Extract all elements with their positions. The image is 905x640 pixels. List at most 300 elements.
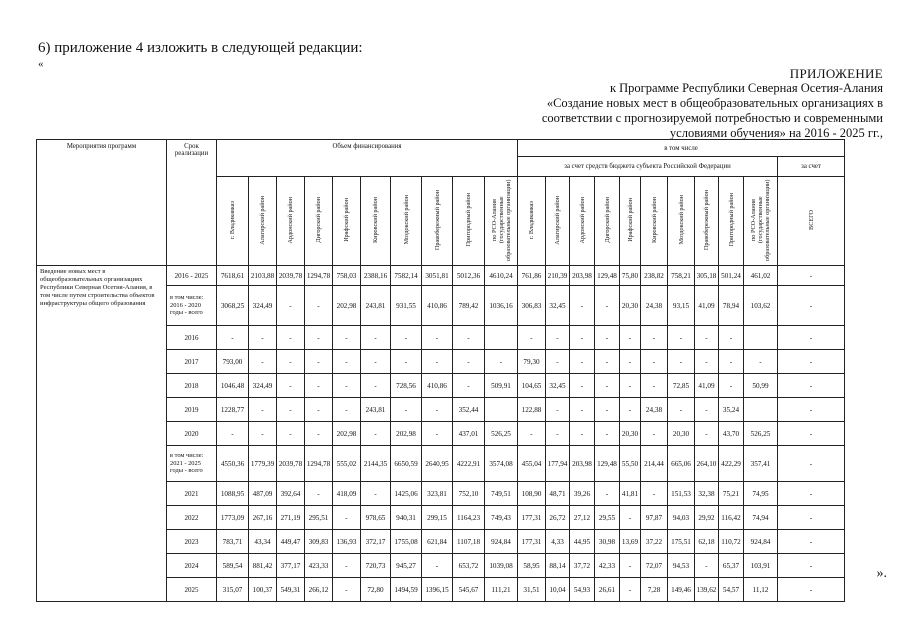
funding-cell: - <box>422 398 453 422</box>
funding-cell: 1755,08 <box>391 530 422 554</box>
doc-heading: 6) приложение 4 изложить в следующей редакции: <box>38 40 363 56</box>
federal-cell: 238,82 <box>641 266 668 286</box>
federal-cell: 129,48 <box>595 266 620 286</box>
funding-cell: 1039,08 <box>485 554 518 578</box>
federal-cell: 74,95 <box>744 482 778 506</box>
federal-cell: 129,48 <box>595 446 620 482</box>
funding-cell: 3051,81 <box>422 266 453 286</box>
total-cell: - <box>778 554 845 578</box>
federal-cell: 94,53 <box>668 554 695 578</box>
funding-cell: 100,37 <box>249 578 277 602</box>
funding-cell: 1396,15 <box>422 578 453 602</box>
funding-cell: 309,83 <box>305 530 333 554</box>
federal-cell: 501,24 <box>719 266 744 286</box>
funding-cell: 43,34 <box>249 530 277 554</box>
funding-cell: - <box>361 422 391 446</box>
column-label: по РСО-Алания (государственные образовательные организации) <box>750 179 771 261</box>
total-cell: - <box>778 422 845 446</box>
column-label: Алагирский район <box>259 195 266 245</box>
federal-cell: - <box>668 398 695 422</box>
federal-cell: - <box>641 482 668 506</box>
federal-cell: 526,25 <box>744 422 778 446</box>
federal-cell: 210,39 <box>546 266 570 286</box>
federal-cell: 50,99 <box>744 374 778 398</box>
funding-cell: 372,17 <box>361 530 391 554</box>
federal-cell: 4,33 <box>546 530 570 554</box>
term-cell: 2019 <box>167 398 217 422</box>
funding-cell: 315,07 <box>217 578 249 602</box>
column-header-federal <box>570 177 595 266</box>
header-term: Срок реализации <box>167 140 217 266</box>
funding-cell: - <box>453 326 485 350</box>
header-other: за счет <box>778 157 845 177</box>
column-label: Ардонский район <box>287 196 294 244</box>
federal-cell: 761,86 <box>518 266 546 286</box>
federal-cell: 97,87 <box>641 506 668 530</box>
funding-cell: - <box>333 506 361 530</box>
column-header-funding <box>217 177 249 266</box>
funding-cell: - <box>249 350 277 374</box>
federal-cell: - <box>546 326 570 350</box>
funding-cell: 940,31 <box>391 506 422 530</box>
activity-cell: Введение новых мест в общеобразовательных организациях Республики Северная Осетия-Алания, в том числе путем строительства объектов инфраструктуры общего образования <box>37 266 167 602</box>
federal-cell: - <box>595 482 620 506</box>
federal-cell: 54,93 <box>570 578 595 602</box>
total-cell: - <box>778 350 845 374</box>
funding-cell: 1107,18 <box>453 530 485 554</box>
term-cell: 2016 <box>167 326 217 350</box>
appendix-line: к Программе Республики Северная Осетия-Алания <box>609 81 883 95</box>
column-header-federal <box>719 177 744 266</box>
column-label: г. Владикавказ <box>229 200 236 240</box>
federal-cell: 44,95 <box>570 530 595 554</box>
funding-cell: 449,47 <box>277 530 305 554</box>
federal-cell: - <box>695 422 719 446</box>
funding-cell: 881,42 <box>249 554 277 578</box>
funding-cell: - <box>305 286 333 326</box>
column-label: Ирафский район <box>343 198 350 242</box>
total-cell: - <box>778 530 845 554</box>
federal-cell: 37,72 <box>570 554 595 578</box>
federal-cell: 37,22 <box>641 530 668 554</box>
funding-cell: - <box>391 326 422 350</box>
federal-cell: 214,44 <box>641 446 668 482</box>
federal-cell: 26,61 <box>595 578 620 602</box>
federal-cell: 62,18 <box>695 530 719 554</box>
column-header-funding <box>249 177 277 266</box>
term-cell: 2021 <box>167 482 217 506</box>
column-label: Правобережный район <box>433 189 441 251</box>
federal-cell: 24,38 <box>641 398 668 422</box>
column-label: Алагирский район <box>554 195 561 245</box>
federal-cell: - <box>641 374 668 398</box>
federal-cell: 110,72 <box>719 530 744 554</box>
funding-cell: 377,17 <box>277 554 305 578</box>
funding-cell: 243,81 <box>361 398 391 422</box>
term-cell: 2022 <box>167 506 217 530</box>
federal-cell: 139,62 <box>695 578 719 602</box>
funding-cell: 243,81 <box>361 286 391 326</box>
federal-cell: - <box>719 350 744 374</box>
funding-cell: - <box>277 326 305 350</box>
federal-cell: - <box>620 578 641 602</box>
funding-cell: - <box>277 286 305 326</box>
funding-cell <box>485 398 518 422</box>
federal-cell: - <box>620 374 641 398</box>
column-label: Правобережный район <box>703 189 710 251</box>
funding-cell: 4222,91 <box>453 446 485 482</box>
funding-cell: 202,98 <box>333 422 361 446</box>
federal-cell: 264,10 <box>695 446 719 482</box>
column-header-funding <box>422 177 453 266</box>
federal-cell: - <box>595 286 620 326</box>
funding-cell: - <box>453 374 485 398</box>
funding-cell: - <box>305 374 333 398</box>
federal-cell: 72,85 <box>668 374 695 398</box>
funding-cell: - <box>485 350 518 374</box>
funding-cell: 266,12 <box>305 578 333 602</box>
funding-cell: - <box>422 326 453 350</box>
funding-cell: 931,55 <box>391 286 422 326</box>
funding-table <box>36 139 845 602</box>
funding-cell: - <box>305 350 333 374</box>
funding-cell: - <box>305 482 333 506</box>
funding-cell: - <box>217 326 249 350</box>
federal-cell: - <box>668 326 695 350</box>
funding-cell: 1164,23 <box>453 506 485 530</box>
federal-cell: 74,94 <box>744 506 778 530</box>
funding-cell: 1228,77 <box>217 398 249 422</box>
federal-cell: 151,53 <box>668 482 695 506</box>
federal-cell: - <box>546 422 570 446</box>
federal-cell: 75,21 <box>719 482 744 506</box>
funding-cell: 437,01 <box>453 422 485 446</box>
funding-cell: 1779,39 <box>249 446 277 482</box>
funding-cell: 758,03 <box>333 266 361 286</box>
funding-cell: - <box>361 350 391 374</box>
federal-cell: - <box>620 554 641 578</box>
federal-cell: 78,94 <box>719 286 744 326</box>
column-label: по РСО-Алания (государственные образовательные организации) <box>490 179 512 261</box>
federal-cell: - <box>595 398 620 422</box>
funding-cell: - <box>277 422 305 446</box>
federal-cell: 20,30 <box>668 422 695 446</box>
funding-cell: 392,64 <box>277 482 305 506</box>
federal-cell: - <box>595 374 620 398</box>
term-cell: 2024 <box>167 554 217 578</box>
funding-cell: 352,44 <box>453 398 485 422</box>
federal-cell: - <box>570 374 595 398</box>
federal-cell: 305,18 <box>695 266 719 286</box>
funding-cell: 4550,36 <box>217 446 249 482</box>
funding-cell: 526,25 <box>485 422 518 446</box>
funding-cell: 487,09 <box>249 482 277 506</box>
column-header-funding <box>485 177 518 266</box>
total-cell: - <box>778 374 845 398</box>
federal-cell: 41,81 <box>620 482 641 506</box>
funding-cell: 6650,59 <box>391 446 422 482</box>
column-header-federal <box>695 177 719 266</box>
federal-cell: 175,51 <box>668 530 695 554</box>
column-header-funding <box>333 177 361 266</box>
federal-cell: - <box>518 326 546 350</box>
funding-cell: 978,65 <box>361 506 391 530</box>
federal-cell: - <box>719 374 744 398</box>
column-header-funding <box>277 177 305 266</box>
funding-cell: 1425,06 <box>391 482 422 506</box>
federal-cell: - <box>620 398 641 422</box>
term-cell: 2025 <box>167 578 217 602</box>
column-label: Ирафский район <box>626 198 634 242</box>
funding-cell: 4610,24 <box>485 266 518 286</box>
federal-cell: 177,31 <box>518 506 546 530</box>
federal-cell: 41,09 <box>695 286 719 326</box>
funding-cell: 7618,61 <box>217 266 249 286</box>
federal-cell: - <box>695 350 719 374</box>
federal-cell: - <box>570 422 595 446</box>
funding-cell: 299,15 <box>422 506 453 530</box>
federal-cell: - <box>641 326 668 350</box>
table-row <box>37 266 845 286</box>
federal-cell: 924,84 <box>744 530 778 554</box>
federal-cell: 79,30 <box>518 350 546 374</box>
federal-cell: 11,12 <box>744 578 778 602</box>
funding-cell: 1088,95 <box>217 482 249 506</box>
federal-cell: 55,50 <box>620 446 641 482</box>
funding-cell: 111,21 <box>485 578 518 602</box>
federal-cell: 665,06 <box>668 446 695 482</box>
federal-cell: - <box>641 350 668 374</box>
column-header-federal <box>668 177 695 266</box>
federal-cell: 177,31 <box>518 530 546 554</box>
funding-cell: - <box>333 578 361 602</box>
funding-cell: - <box>422 554 453 578</box>
federal-cell: - <box>595 350 620 374</box>
federal-cell: 30,98 <box>595 530 620 554</box>
appendix-line: соответствии с прогнозируемой потребностью и современными <box>541 111 883 125</box>
federal-cell: 26,72 <box>546 506 570 530</box>
funding-cell: - <box>249 398 277 422</box>
federal-cell: 122,88 <box>518 398 546 422</box>
federal-cell: 72,07 <box>641 554 668 578</box>
open-quote: « <box>38 58 44 70</box>
federal-cell: - <box>641 422 668 446</box>
funding-cell: 3574,08 <box>485 446 518 482</box>
header-funding: Объем финансирования <box>217 140 518 177</box>
column-header-federal <box>620 177 641 266</box>
federal-cell: - <box>668 350 695 374</box>
federal-cell: 32,45 <box>546 286 570 326</box>
header-including: в том числе <box>518 140 845 157</box>
funding-cell: 2039,78 <box>277 266 305 286</box>
federal-cell: - <box>570 326 595 350</box>
funding-cell: - <box>333 326 361 350</box>
federal-cell: 357,41 <box>744 446 778 482</box>
column-header-federal <box>744 177 778 266</box>
header-activity: Мероприятия программ <box>37 140 167 266</box>
funding-cell: 653,72 <box>453 554 485 578</box>
funding-cell: - <box>277 398 305 422</box>
funding-cell: - <box>333 554 361 578</box>
funding-cell: - <box>361 374 391 398</box>
column-label: Кировский район <box>372 197 379 243</box>
federal-cell: - <box>546 350 570 374</box>
federal-cell: 306,83 <box>518 286 546 326</box>
federal-cell: - <box>595 326 620 350</box>
total-cell: - <box>778 578 845 602</box>
total-cell: - <box>778 326 845 350</box>
column-label: Дигорский район <box>603 197 611 243</box>
funding-cell: - <box>277 374 305 398</box>
federal-cell <box>744 326 778 350</box>
funding-cell: 621,84 <box>422 530 453 554</box>
federal-cell: 35,24 <box>719 398 744 422</box>
funding-cell: 752,10 <box>453 482 485 506</box>
federal-cell: - <box>744 350 778 374</box>
total-cell: - <box>778 398 845 422</box>
funding-cell: 924,84 <box>485 530 518 554</box>
federal-cell: 461,02 <box>744 266 778 286</box>
federal-cell: 32,45 <box>546 374 570 398</box>
funding-cell: 549,31 <box>277 578 305 602</box>
column-header-federal <box>518 177 546 266</box>
funding-cell: - <box>305 398 333 422</box>
funding-cell: 295,51 <box>305 506 333 530</box>
funding-cell: 509,91 <box>485 374 518 398</box>
federal-cell: 39,26 <box>570 482 595 506</box>
funding-cell: 3068,25 <box>217 286 249 326</box>
funding-cell: 2103,88 <box>249 266 277 286</box>
funding-cell: 2640,95 <box>422 446 453 482</box>
total-cell: - <box>778 286 845 326</box>
federal-cell: 93,15 <box>668 286 695 326</box>
federal-cell: 103,91 <box>744 554 778 578</box>
funding-cell: - <box>391 398 422 422</box>
column-label: Моздокский район <box>402 195 410 245</box>
federal-cell: - <box>695 398 719 422</box>
federal-cell: 20,30 <box>620 422 641 446</box>
federal-cell: 27,12 <box>570 506 595 530</box>
column-label: г. Владикавказ <box>528 200 535 240</box>
federal-cell: - <box>518 422 546 446</box>
funding-cell: - <box>217 422 249 446</box>
federal-cell: 41,09 <box>695 374 719 398</box>
funding-cell: 423,33 <box>305 554 333 578</box>
funding-cell: 1494,59 <box>391 578 422 602</box>
federal-cell: - <box>695 554 719 578</box>
federal-cell: - <box>570 286 595 326</box>
federal-cell: - <box>546 398 570 422</box>
funding-cell: 1294,78 <box>305 266 333 286</box>
funding-cell: - <box>277 350 305 374</box>
funding-cell: - <box>249 326 277 350</box>
federal-cell: - <box>695 326 719 350</box>
federal-cell: 422,29 <box>719 446 744 482</box>
funding-cell: 783,71 <box>217 530 249 554</box>
total-cell: - <box>778 506 845 530</box>
term-cell: 2016 - 2025 <box>167 266 217 286</box>
funding-cell: 1046,48 <box>217 374 249 398</box>
total-cell: - <box>778 446 845 482</box>
federal-cell: 88,14 <box>546 554 570 578</box>
federal-cell: 29,55 <box>595 506 620 530</box>
funding-cell: 2388,16 <box>361 266 391 286</box>
funding-cell: 267,16 <box>249 506 277 530</box>
funding-cell: 2039,78 <box>277 446 305 482</box>
funding-cell: 271,19 <box>277 506 305 530</box>
federal-cell: 149,46 <box>668 578 695 602</box>
column-header-federal <box>546 177 570 266</box>
federal-cell: 94,03 <box>668 506 695 530</box>
funding-cell: 945,27 <box>391 554 422 578</box>
column-label: Пригородный район <box>727 193 735 247</box>
column-header-funding <box>453 177 485 266</box>
term-cell: 2020 <box>167 422 217 446</box>
funding-cell: - <box>333 398 361 422</box>
federal-cell: 13,69 <box>620 530 641 554</box>
funding-cell: 793,00 <box>217 350 249 374</box>
funding-cell: 418,09 <box>333 482 361 506</box>
federal-cell: 43,70 <box>719 422 744 446</box>
term-cell: 2023 <box>167 530 217 554</box>
funding-cell: - <box>422 350 453 374</box>
funding-cell: 324,49 <box>249 374 277 398</box>
federal-cell: 104,65 <box>518 374 546 398</box>
column-header-funding <box>361 177 391 266</box>
funding-cell: 1773,09 <box>217 506 249 530</box>
funding-cell: 202,98 <box>391 422 422 446</box>
funding-cell: 728,56 <box>391 374 422 398</box>
federal-cell: 455,04 <box>518 446 546 482</box>
funding-cell: - <box>305 326 333 350</box>
funding-cell <box>485 326 518 350</box>
funding-cell: 410,86 <box>422 286 453 326</box>
federal-cell: 203,98 <box>570 446 595 482</box>
funding-cell: - <box>361 326 391 350</box>
total-cell: - <box>778 482 845 506</box>
term-cell: в том числе: 2016 - 2020 годы - всего <box>167 286 217 326</box>
federal-cell: 177,94 <box>546 446 570 482</box>
funding-cell: 749,43 <box>485 506 518 530</box>
federal-cell: 203,98 <box>570 266 595 286</box>
funding-cell: 545,67 <box>453 578 485 602</box>
funding-cell: 7582,14 <box>391 266 422 286</box>
total-cell: - <box>778 266 845 286</box>
column-header-federal <box>641 177 668 266</box>
funding-cell: - <box>361 482 391 506</box>
column-header-federal <box>595 177 620 266</box>
federal-cell: 48,71 <box>546 482 570 506</box>
federal-cell: 29,92 <box>695 506 719 530</box>
funding-cell: - <box>249 422 277 446</box>
federal-cell: 116,42 <box>719 506 744 530</box>
federal-cell: 108,90 <box>518 482 546 506</box>
funding-cell: - <box>333 350 361 374</box>
federal-cell: 75,80 <box>620 266 641 286</box>
funding-cell: - <box>305 422 333 446</box>
funding-cell: 323,81 <box>422 482 453 506</box>
funding-cell: 720,73 <box>361 554 391 578</box>
appendix-line: условиями обучения» на 2016 - 2025 гг., <box>669 126 883 140</box>
term-cell: в том числе: 2021 - 2025 годы - всего <box>167 446 217 482</box>
federal-cell: 32,38 <box>695 482 719 506</box>
federal-cell: 65,37 <box>719 554 744 578</box>
federal-cell: 42,33 <box>595 554 620 578</box>
funding-cell: 1294,78 <box>305 446 333 482</box>
funding-cell: 1036,16 <box>485 286 518 326</box>
column-label: Дигорский район <box>315 197 322 243</box>
funding-cell: 2144,35 <box>361 446 391 482</box>
